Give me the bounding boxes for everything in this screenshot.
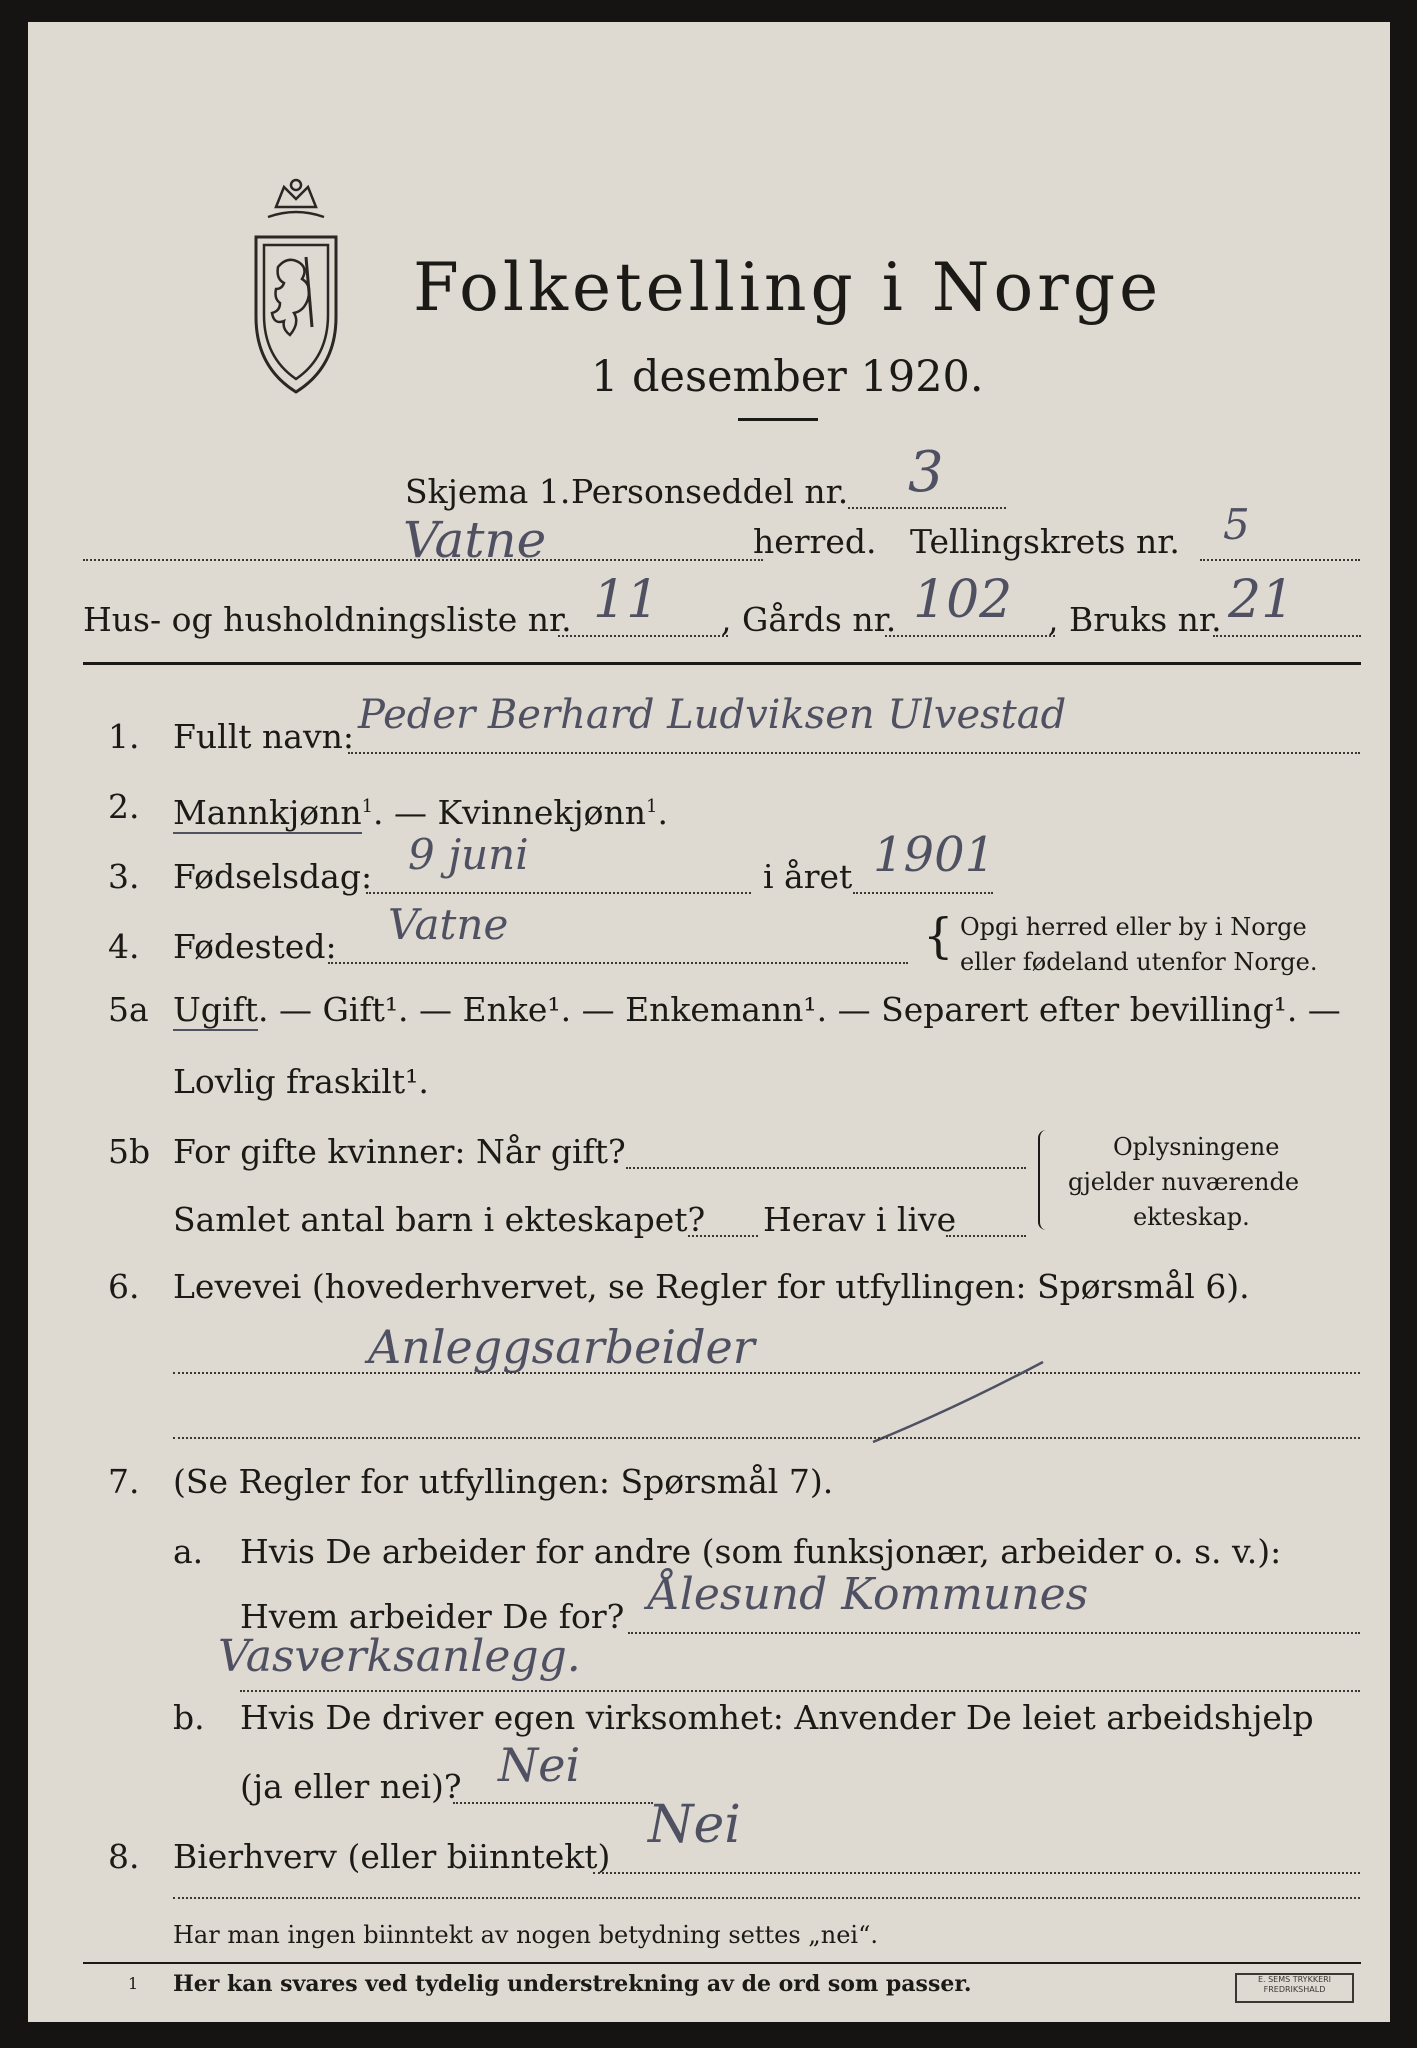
q6-strike-mark [868, 1357, 1048, 1447]
q8-line1 [593, 1872, 1360, 1874]
q7a-employer-value-1: Ålesund Kommunes [648, 1569, 1089, 1620]
q4-birthplace-value: Vatne [388, 900, 509, 949]
husliste-label: Hus- og husholdningsliste nr. [83, 600, 572, 639]
q4-note-line2: eller fødeland utenfor Norge. [960, 948, 1318, 976]
q1-full-name-value: Peder Berhard Ludviksen Ulvestad [358, 692, 1067, 738]
q3-year-line [853, 892, 993, 894]
form-title: Folketelling i Norge [413, 249, 1163, 326]
tellingskrets-label: Tellingskrets nr. [910, 522, 1180, 561]
q7b-line [453, 1802, 653, 1804]
q6-number: 6. [108, 1267, 140, 1306]
bruks-value: 21 [1228, 570, 1295, 630]
q3-birthday-value: 9 juni [408, 830, 529, 879]
q1-number: 1. [108, 717, 140, 756]
q7a-number: a. [173, 1532, 204, 1571]
q4-note-line1: Opgi herred eller by i Norge [960, 913, 1307, 941]
census-date: 1 desember 1920. [591, 352, 984, 402]
q5b-note-line3: ekteskap. [1133, 1203, 1250, 1231]
q2-gender-row: Mannkjønn$^1$. — Kvinnekjønn$^1$. [173, 793, 668, 832]
gards-value: 102 [913, 570, 1013, 630]
census-form-page [28, 22, 1390, 2022]
gards-label: , Gårds nr. [721, 600, 897, 639]
q5a-line2: Lovlig fraskilt¹. [173, 1062, 429, 1101]
q5b-children-line [688, 1235, 758, 1237]
q2-male-option: Mannkjønn [173, 793, 362, 832]
tellingskrets-line [1200, 559, 1360, 561]
personseddel-label: Personseddel nr. [571, 472, 849, 511]
q2-female-option: Kvinnekjønn [437, 793, 647, 832]
form-number-label: Skjema 1. [405, 472, 571, 511]
q5b-alive-line [946, 1235, 1026, 1237]
q5b-note-line2: gjelder nuværende [1068, 1168, 1300, 1196]
bruks-line [1213, 635, 1361, 637]
footnote-text: Her kan svares ved tydelig understrekning av de ord som passer. [173, 1971, 972, 1997]
q7a-employer-value-2: Vasverksanlegg. [218, 1631, 581, 1682]
q7-label: (Se Regler for utfyllingen: Spørsmål 7). [173, 1462, 834, 1501]
q4-label: Fødested: [173, 927, 337, 966]
q5b-label-alive: Herav i live [763, 1200, 957, 1239]
q8-line2 [173, 1897, 1360, 1899]
q3-year-value: 1901 [873, 827, 996, 883]
q7-number: 7. [108, 1462, 140, 1501]
q7b-label-line1: Hvis De driver egen virksomhet: Anvender De leiet arbeidshjelp [240, 1698, 1314, 1737]
tellingskrets-value: 5 [1223, 500, 1250, 549]
q3-year-label: i året [763, 857, 853, 896]
q5b-note-line1: Oplysningene [1113, 1133, 1280, 1161]
q5a-ugift-option: Ugift [173, 990, 258, 1029]
q1-line [348, 752, 1360, 754]
q2-number: 2. [108, 787, 140, 826]
q7a-label-line2: Hvem arbeider De for? [240, 1597, 625, 1636]
q3-number: 3. [108, 857, 140, 896]
footnote-mark: 1 [128, 1974, 139, 1993]
q8-number: 8. [108, 1837, 140, 1876]
q4-number: 4. [108, 927, 140, 966]
herred-value: Vatne [403, 511, 547, 569]
q5b-brace [1038, 1130, 1052, 1230]
q6-line1 [173, 1372, 1360, 1374]
personseddel-value: 3 [908, 440, 944, 505]
printer-stamp: E. SEMS TRYKKERI FREDRIKSHALD [1235, 1973, 1354, 2003]
q7a-line1 [628, 1632, 1360, 1634]
q3-line [366, 892, 751, 894]
title-divider [738, 418, 818, 421]
q5a-number: 5a [108, 990, 149, 1029]
q6-line2 [173, 1437, 1360, 1439]
herred-label: herred. [753, 522, 877, 561]
q7b-number: b. [173, 1698, 205, 1737]
q2-separator: . — [373, 793, 438, 832]
q6-occupation-value: Anleggsarbeider [368, 1320, 755, 1374]
q5b-number: 5b [108, 1132, 151, 1171]
norwegian-coat-of-arms-icon [246, 177, 346, 402]
nei-instruction: Har man ingen biinntekt av nogen betydning settes „nei“. [173, 1921, 878, 1949]
personseddel-line [848, 507, 1006, 509]
q4-line [328, 962, 908, 964]
husliste-line [558, 635, 728, 637]
husliste-value: 11 [593, 570, 660, 630]
q7a-line2 [240, 1690, 1360, 1692]
q5b-label-children: Samlet antal barn i ekteskapet? [173, 1200, 706, 1239]
q8-value: Nei [648, 1795, 741, 1855]
q5a-marital-row [173, 990, 1341, 1030]
bruks-label: , Bruks nr. [1048, 600, 1222, 639]
q1-label: Fullt navn: [173, 717, 354, 756]
q6-label: Levevei (hovederhvervet, se Regler for utfyllingen: Spørsmål 6). [173, 1267, 1250, 1306]
q7a-label-line1: Hvis De arbeider for andre (som funksjonær, arbeider o. s. v.): [240, 1532, 1282, 1571]
q7b-label-line2: (ja eller nei)? [240, 1767, 462, 1806]
header-rule [83, 662, 1361, 665]
q4-brace: { [923, 908, 954, 964]
q5a-other-options: . — Gift¹. — Enke¹. — Enkemann¹. — Separert efter bevilling¹. — [257, 990, 1341, 1029]
q5b-when-married-line [626, 1167, 1026, 1169]
footnote-rule [83, 1962, 1361, 1964]
q8-label: Bierhverv (eller biinntekt) [173, 1837, 611, 1876]
q5b-label-when-married: For gifte kvinner: Når gift? [173, 1132, 626, 1171]
gards-line [885, 635, 1055, 637]
q3-label: Fødselsdag: [173, 857, 373, 896]
q7b-value: Nei [498, 1738, 581, 1792]
